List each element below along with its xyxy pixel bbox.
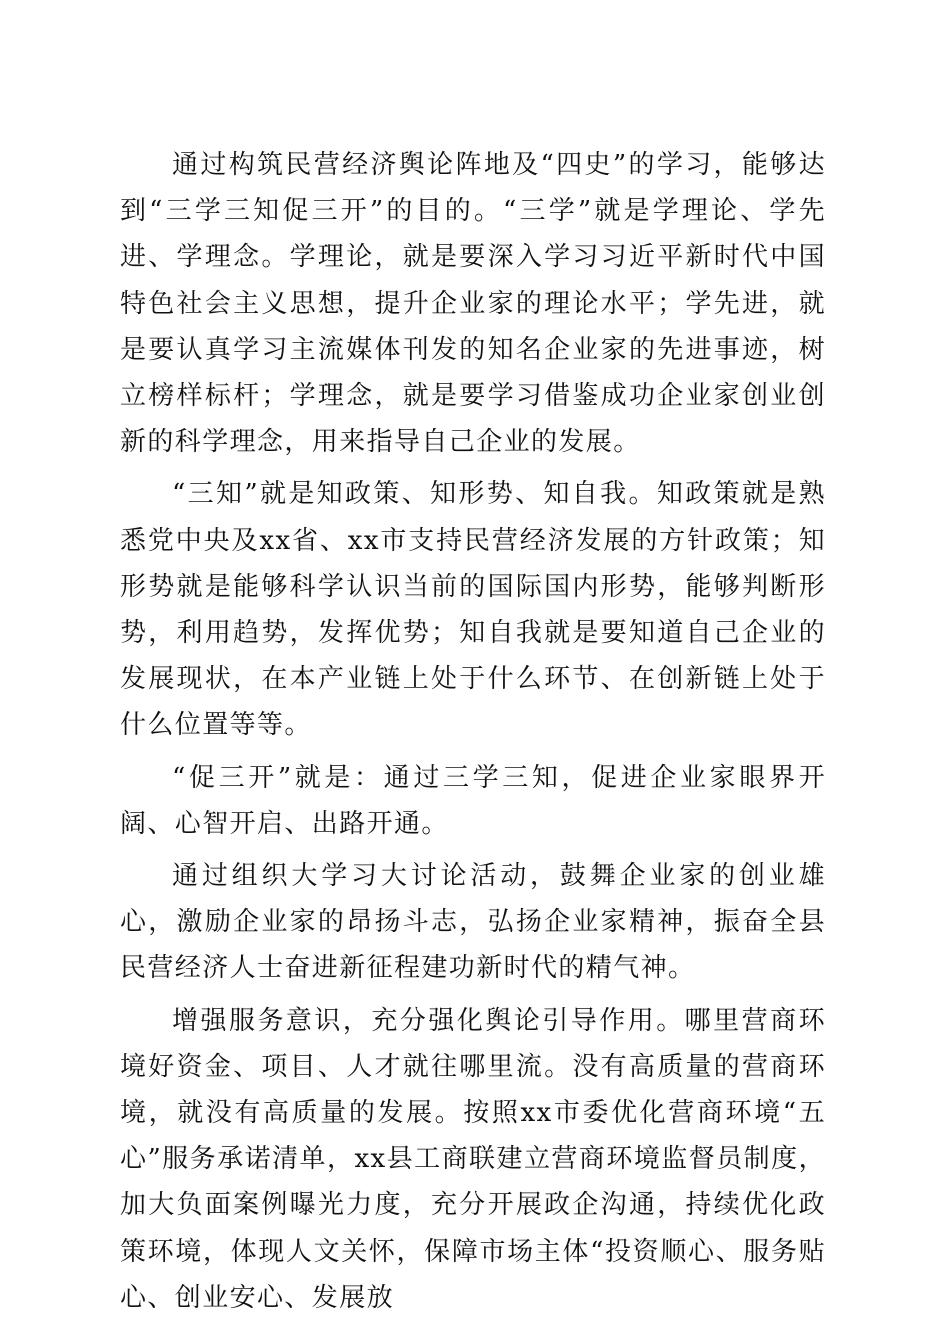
paragraph-5: 增强服务意识，充分强化舆论引导作用。哪里营商环境好资金、项目、人才就往哪里流。没有高质量的营商环境，就没有高质量的发展。按照xx市委优化营商环境“五心”服务承诺清单，xx县工商联建立营商环境监督员制度，加大负面案例曝光力度，充分开展政企沟通，持续优化政策环境，体现人文关怀，保障市场主体“投资顺心、服务贴心、创业安心、发展放: [120, 1005, 826, 1313]
document-body: [120, 142, 826, 1327]
paragraph-1: 通过构筑民营经济舆论阵地及“四史”的学习，能够达到“三学三知促三开”的目的。“三学”就是学理论、学先进、学理念。学理论，就是要深入学习习近平新时代中国特色社会主义思想，提升企业家的理论水平；学先进，就是要认真学习主流媒体刊发的知名企业家的先进事迹，树立榜样标杆；学理念，就是要学习借鉴成功企业家创业创新的科学理念，用来指导自己企业的发展。: [120, 150, 826, 458]
paragraph-3: “促三开”就是：通过三学三知，促进企业家眼界开阔、心智开启、出路开通。: [120, 762, 826, 839]
paragraph-4: 通过组织大学习大讨论活动，鼓舞企业家的创业雄心，激励企业家的昂扬斗志，弘扬企业家精神，振奋全县民营经济人士奋进新征程建功新时代的精气神。: [120, 861, 826, 984]
paragraph-2: “三知”就是知政策、知形势、知自我。知政策就是熟悉党中央及xx省、xx市支持民营经济发展的方针政策；知形势就是能够科学认识当前的国际国内形势，能够判断形势，利用趋势，发挥优势；知自我就是要知道自己企业的发展现状，在本产业链上处于什么环节、在创新链上处于什么位置等等。: [120, 479, 826, 741]
